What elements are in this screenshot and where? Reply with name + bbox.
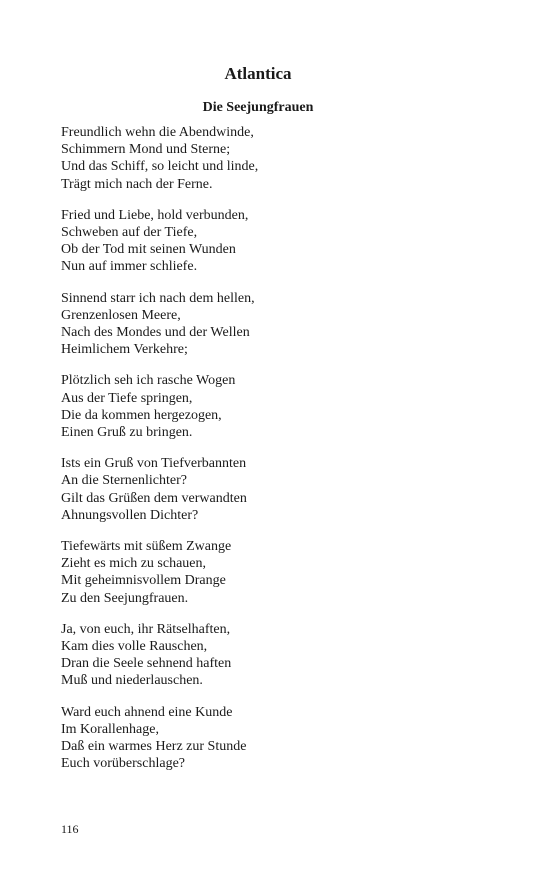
page-number: 116 (61, 822, 79, 836)
stanza (61, 372, 501, 441)
poem-line: Aus der Tiefe springen, (61, 390, 193, 406)
page-title: Atlantica (224, 64, 292, 83)
poem-line: Und das Schiff, so leicht und linde, (61, 159, 259, 175)
poem-line: Nun auf immer schliefe. (61, 259, 198, 275)
poem-line: An die Sternenlichter? (61, 473, 187, 489)
stanza (61, 704, 501, 773)
poem-line: Kam dies volle Rauschen, (61, 639, 208, 655)
poem-line: Schimmern Mond und Sterne; (61, 142, 231, 158)
stanza (61, 538, 501, 607)
poem-line: Ists ein Gruß von Tiefverbannten (61, 456, 247, 472)
poem-line: Gilt das Grüßen dem verwandten (61, 490, 247, 506)
poem-line: Einen Gruß zu bringen. (61, 425, 193, 441)
poem-line: Ward euch ahnend eine Kunde (61, 704, 233, 720)
stanza (61, 207, 501, 276)
poem-line: Plötzlich seh ich rasche Wogen (61, 373, 236, 389)
stanza (61, 621, 501, 690)
poem-line: Die da kommen hergezogen, (61, 407, 222, 423)
poem-line: Euch vorüberschlage? (61, 756, 185, 772)
poem-line: Trägt mich nach der Ferne. (61, 176, 213, 192)
poem-line: Nach des Mondes und der Wellen (61, 325, 250, 341)
poem-line: Sinnend starr ich nach dem hellen, (61, 290, 255, 306)
poem-body (61, 124, 501, 787)
poem-line: Mit geheimnisvollem Drange (61, 573, 226, 589)
poem-line: Freundlich wehn die Abendwinde, (61, 125, 254, 140)
poem-line: Fried und Liebe, hold verbunden, (61, 207, 249, 223)
poem-line: Zieht es mich zu schauen, (61, 556, 207, 572)
poem-line: Schweben auf der Tiefe, (61, 225, 198, 241)
stanza (61, 290, 501, 359)
stanza (61, 455, 501, 524)
poem-line: Ja, von euch, ihr Rätselhaften, (61, 621, 231, 637)
poem-line: Zu den Seejungfrauen. (61, 590, 189, 606)
poem-line: Dran die Seele sehnend haften (61, 656, 232, 672)
stanza (61, 124, 501, 193)
poem-line: Im Korallenhage, (61, 721, 159, 737)
poem-line: Tiefewärts mit süßem Zwange (61, 539, 232, 555)
poem-line: Ahnungsvollen Dichter? (61, 507, 199, 523)
poem-line: Ob der Tod mit seinen Wunden (61, 242, 236, 258)
poem-line: Grenzenlosen Meere, (61, 307, 181, 323)
poem-line: Heimlichem Verkehre; (61, 342, 188, 358)
poem-line: Muß und niederlauschen. (61, 673, 203, 689)
poem-line: Daß ein warmes Herz zur Stunde (61, 739, 247, 755)
poem-title: Die Seejungfrauen (202, 100, 314, 115)
